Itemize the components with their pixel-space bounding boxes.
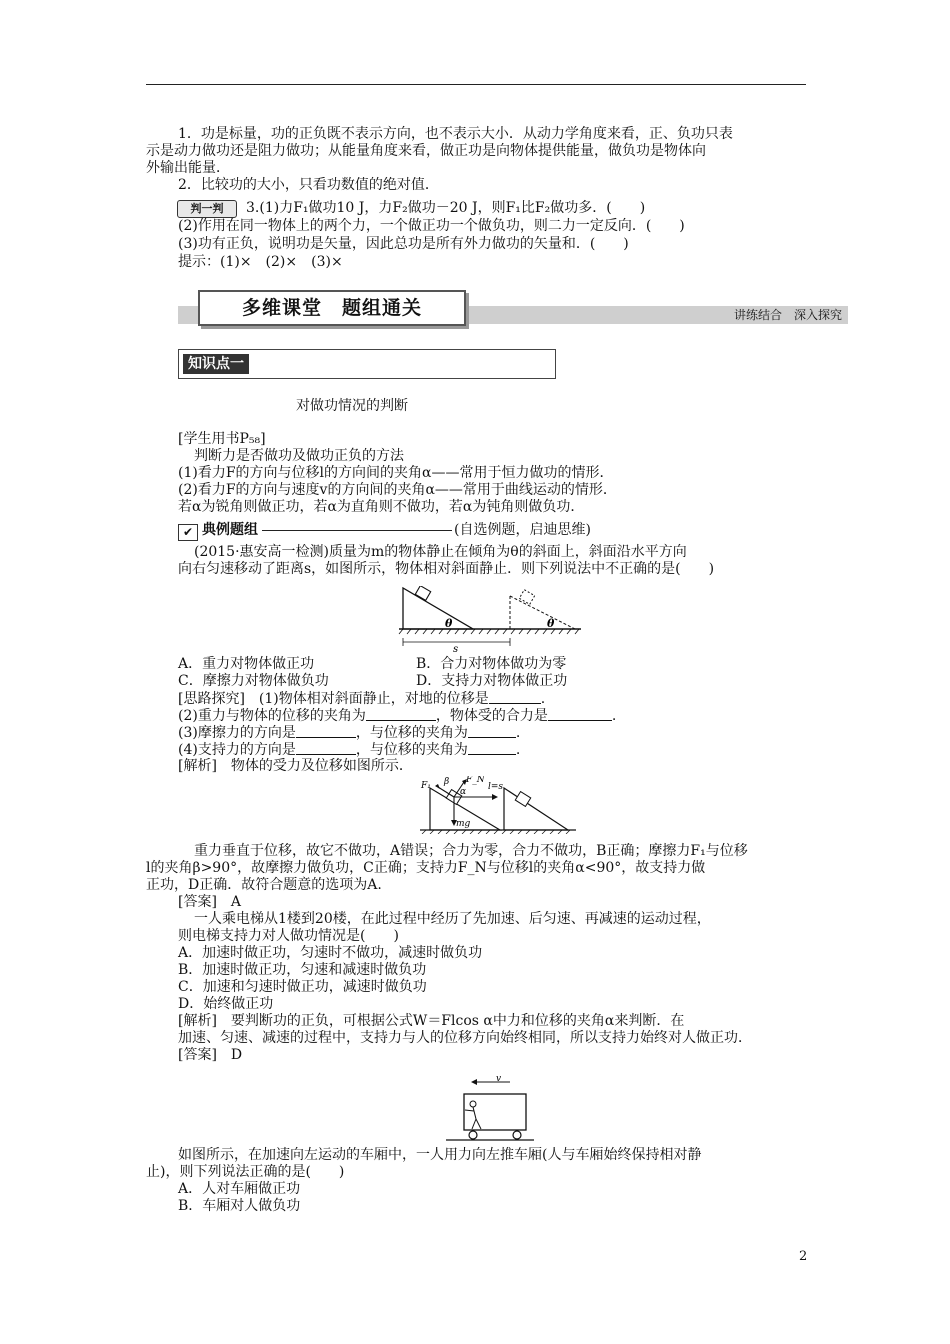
alpha-label: α	[460, 787, 467, 797]
question-stem: 如图所示，在加速向左运动的车厢中，一人用力向左推车厢(人与车厢始终保持相对静	[178, 1147, 702, 1163]
question-stem: 一人乘电梯从1楼到20楼，在此过程中经历了先加速、后匀速、再减速的运动过程，	[194, 911, 711, 927]
explanation-line: 加速、匀速、减速的过程中，支持力与人的位移方向始终相同，所以支持力始终对人做正功．	[178, 1030, 752, 1046]
think-text: ，物体受的合力是	[435, 708, 548, 724]
blank	[489, 690, 541, 704]
normal-force-label: F_N	[466, 776, 485, 785]
force-figure	[418, 776, 578, 834]
knowledge-point-label: 知识点一	[183, 354, 249, 374]
option-c: C．加速和匀速时做正功，减速时做负功	[178, 979, 427, 995]
theta-label: θ	[445, 617, 453, 630]
blank	[468, 741, 516, 755]
blank	[468, 724, 516, 738]
summary-line: 示是动力做功还是阻力做功；从能量角度来看，做正功是向物体提供能量，做负功是物体向	[146, 143, 706, 159]
think-line: [思路探究] (1)物体相对斜面静止，对地的位移是 .	[178, 691, 546, 707]
question-stem: 则电梯支持力对人做功情况是( )	[178, 928, 399, 944]
option-b: B．加速时做正功，匀速和减速时做负功	[178, 962, 427, 978]
section-banner	[178, 290, 848, 332]
blank	[296, 741, 356, 755]
think-line: (3)摩擦力的方向是 ，与位移的夹角为 .	[178, 725, 521, 741]
summary-line: 外输出能量．	[146, 160, 230, 176]
summary-line: 2．比较功的大小，只看功数值的绝对值．	[178, 177, 439, 193]
question-stem: 向右匀速移动了距离s，如图所示，物体相对斜面静止．则下列说法中不正确的是( )	[178, 561, 715, 577]
gravity-label: mg	[456, 819, 471, 829]
knowledge-point-box	[178, 349, 556, 379]
option-b: B．车厢对人做负功	[178, 1198, 301, 1214]
example-rule	[262, 530, 452, 531]
explanation-line: l的夹角β>90°，故摩擦力做负功，C正确；支持力F_N与位移l的夹角α<90°，故支持力做	[146, 860, 706, 876]
beta-label: β	[444, 777, 450, 787]
judge-icon: 判一判	[177, 200, 237, 218]
blank	[366, 707, 436, 721]
displacement-label: l=s	[488, 782, 504, 792]
blank	[296, 724, 356, 738]
method-line: (1)看力F的方向与位移l的方向间的夹角α——常用于恒力做功的情形．	[178, 465, 614, 481]
judge-hint: 提示：(1)× (2)× (3)×	[178, 254, 343, 270]
think-text: [思路探究] (1)物体相对斜面静止，对地的位移是	[178, 691, 489, 707]
question-stem: (2015·惠安高一检测)质量为m的物体静止在倾角为θ的斜面上，斜面沿水平方向	[194, 544, 687, 560]
cart-figure	[440, 1074, 540, 1144]
judge-question: 3.(1)力F₁做功10 J，力F₂做功－20 J，则F₁比F₂做功多．( )	[246, 200, 646, 216]
displacement-label: s	[453, 644, 459, 654]
think-line: (4)支持力的方向是 ，与位移的夹角为 .	[178, 742, 521, 758]
think-text: (2)重力与物体的位移的夹角为	[178, 708, 366, 724]
page-number: 2	[799, 1249, 808, 1264]
option-a: A．加速时做正功，匀速时不做功，减速时做负功	[178, 945, 483, 961]
analysis-head: [解析] 物体的受力及位移如图所示．	[178, 758, 413, 774]
explanation-line: 正功，D正确．故符合题意的选项为A.	[146, 877, 382, 893]
blank	[548, 707, 612, 721]
friction-label: F₁	[421, 781, 431, 791]
option-a: A．人对车厢做正功	[178, 1181, 301, 1197]
explanation-line: 重力垂直于位移，故它不做功，A错误；合力为零，合力不做功，B正确；摩擦力F₁与位移	[194, 843, 748, 859]
think-text: (3)摩擦力的方向是	[178, 725, 296, 741]
answer: [答案] A	[178, 894, 242, 910]
judge-question: (3)功有正负，说明功是矢量，因此总功是所有外力做功的矢量和．( )	[178, 236, 629, 252]
knowledge-point-title: 对做功情况的判断	[296, 398, 408, 414]
header-rule	[146, 84, 806, 85]
check-icon: ✔	[178, 524, 198, 541]
think-line: (2)重力与物体的位移的夹角为 ，物体受的合力是 .	[178, 708, 617, 724]
option-c: C．摩擦力对物体做负功	[178, 673, 329, 689]
method-line: 判断力是否做功及做功正负的方法	[194, 448, 404, 464]
velocity-label: v	[496, 1074, 502, 1084]
book-reference: [学生用书P₅₈]	[178, 431, 266, 447]
incline-figure	[395, 586, 585, 654]
think-text: ，与位移的夹角为	[355, 742, 468, 758]
method-line: (2)看力F的方向与速度v的方向间的夹角α——常用于曲线运动的情形．	[178, 482, 617, 498]
answer: [答案] D	[178, 1047, 243, 1063]
judge-question: (2)作用在同一物体上的两个力，一个做正功一个做负功，则二力一定反向．( )	[178, 218, 685, 234]
option-d: D．支持力对物体做正功	[416, 673, 568, 689]
method-line: 若α为锐角则做正功，若α为直角则不做功，若α为钝角则做负功．	[178, 499, 585, 515]
explanation-line: [解析] 要判断功的正负，可根据公式W＝Flcos α中力和位移的夹角α来判断．在	[178, 1013, 685, 1029]
summary-line: 1．功是标量，功的正负既不表示方向，也不表示大小．从动力学角度来看，正、负功只表	[178, 126, 733, 142]
example-group-heading	[178, 521, 258, 539]
banner-title: 多维课堂 题组通关	[198, 290, 466, 326]
banner-subtitle: 讲练结合 深入探究	[733, 308, 842, 322]
example-group-note: (自选例题，启迪思维)	[454, 522, 591, 538]
option-b: B．合力对物体做功为零	[416, 656, 567, 672]
think-text: ，与位移的夹角为	[355, 725, 468, 741]
option-d: D．始终做正功	[178, 996, 274, 1012]
option-a: A．重力对物体做正功	[178, 656, 315, 672]
think-text: (4)支持力的方向是	[178, 742, 296, 758]
question-stem: 止)，则下列说法正确的是( )	[146, 1164, 345, 1180]
theta-label: θ	[547, 617, 555, 630]
example-group-label: 典例题组	[202, 522, 258, 538]
